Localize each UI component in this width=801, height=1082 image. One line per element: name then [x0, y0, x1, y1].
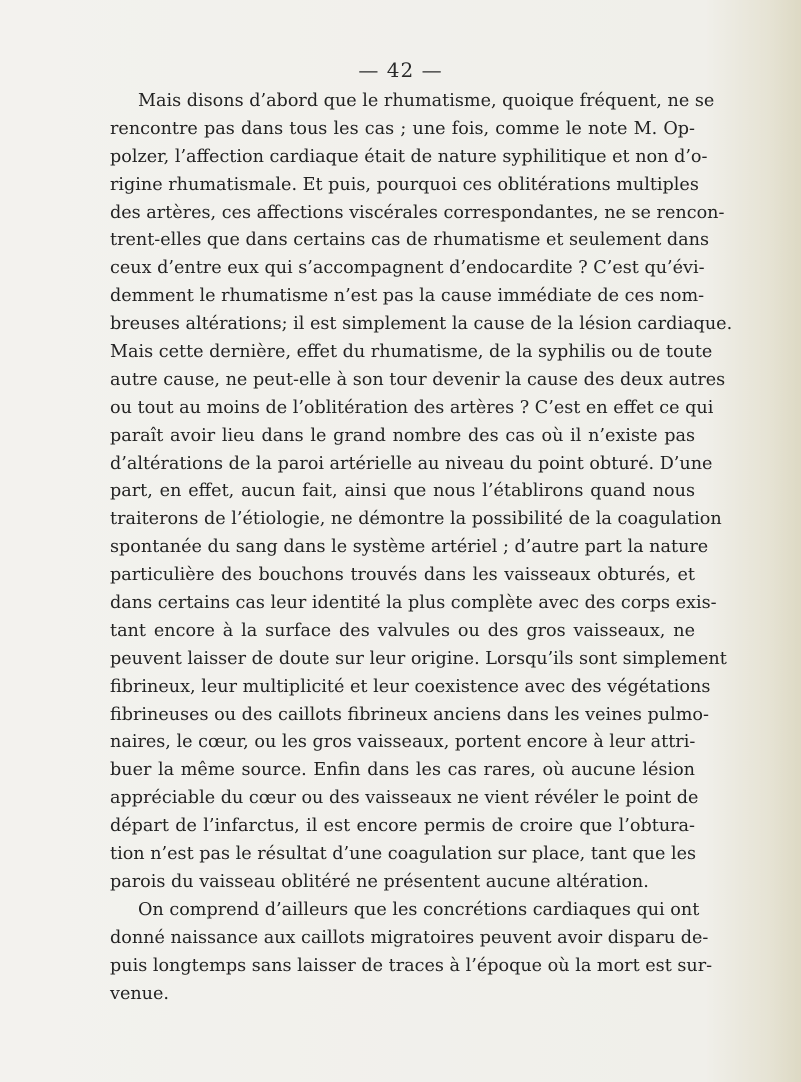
- text-line: parois du vaisseau oblitéré ne présentent aucune altération.: [110, 871, 649, 892]
- text-line: Mais cette dernière, effet du rhumatisme, de la syphilis ou de toute: [110, 342, 713, 363]
- text-line: tion n’est pas le résultat d’une coagulation sur place, tant que les: [110, 844, 697, 865]
- text-line: On comprend d’ailleurs que les concrétions cardiaques qui ont: [138, 899, 700, 920]
- page-number: — 42 —: [358, 58, 443, 82]
- text-line: paraît avoir lieu dans le grand nombre des cas où il n’existe pas: [110, 425, 695, 446]
- text-line: fibrineux, leur multiplicité et leur coexistence avec des végétations: [110, 676, 711, 697]
- text-line: fibrineuses ou des caillots fibrineux anciens dans les veines pulmo-: [110, 704, 709, 725]
- text-line: ceux d’entre eux qui s’accompagnent d’endocardite ? C’est qu’évi-: [110, 258, 705, 279]
- text-line: spontanée du sang dans le système artériel ; d’autre part la nature: [110, 537, 709, 558]
- text-line: Mais disons d’abord que le rhumatisme, quoique fréquent, ne se: [138, 91, 715, 111]
- text-line: des artères, ces affections viscérales correspondantes, ne se rencon-: [110, 202, 725, 223]
- text-line: d’altérations de la paroi artérielle au niveau du point obturé. D’une: [110, 453, 713, 474]
- text-line: appréciable du cœur ou des vaisseaux ne vient révéler le point de: [110, 788, 699, 809]
- text-line: départ de l’infarctus, il est encore permis de croire que l’obtura-: [110, 816, 695, 837]
- text-line: demment le rhumatisme n’est pas la cause immédiate de ces nom-: [110, 286, 705, 307]
- text-line: venue.: [110, 983, 170, 1004]
- paragraph: [110, 897, 713, 1009]
- text-line: naires, le cœur, ou les gros vaisseaux, portent encore à leur attri-: [110, 732, 696, 753]
- body-text: [110, 88, 733, 1008]
- text-line: donné naissance aux caillots migratoires peuvent avoir disparu de-: [110, 927, 709, 948]
- text-line: buer la même source. Enfin dans les cas rares, où aucune lésion: [110, 760, 695, 781]
- text-line: peuvent laisser de doute sur leur origine. Lorsqu’ils sont simplement: [110, 648, 727, 669]
- text-line: ou tout au moins de l’oblitération des artères ? C’est en effet ce qui: [110, 397, 714, 418]
- text-line: particulière des bouchons trouvés dans les vaisseaux obturés, et: [110, 565, 695, 586]
- text-line: tant encore à la surface des valvules ou des gros vaisseaux, ne: [110, 620, 695, 641]
- text-line: trent-elles que dans certains cas de rhumatisme et seulement dans: [110, 230, 710, 251]
- paragraph: [110, 88, 733, 897]
- text-line: breuses altérations; il est simplement la cause de la lésion cardiaque.: [110, 314, 733, 335]
- text-line: autre cause, ne peut-elle à son tour devenir la cause des deux autres: [110, 369, 726, 390]
- text-line: dans certains cas leur identité la plus complète avec des corps exis-: [110, 593, 717, 614]
- text-line: polzer, l’affection cardiaque était de nature syphilitique et non d’o-: [110, 146, 708, 167]
- text-line: rencontre pas dans tous les cas ; une fois, comme le note M. Op-: [110, 118, 695, 139]
- text-line: traiterons de l’étiologie, ne démontre la possibilité de la coagulation: [110, 509, 722, 530]
- text-line: puis longtemps sans laisser de traces à l’époque où la mort est sur-: [110, 955, 713, 976]
- text-line: rigine rhumatismale. Et puis, pourquoi ces oblitérations multiples: [110, 174, 699, 195]
- text-line: part, en effet, aucun fait, ainsi que nous l’établirons quand nous: [110, 481, 695, 502]
